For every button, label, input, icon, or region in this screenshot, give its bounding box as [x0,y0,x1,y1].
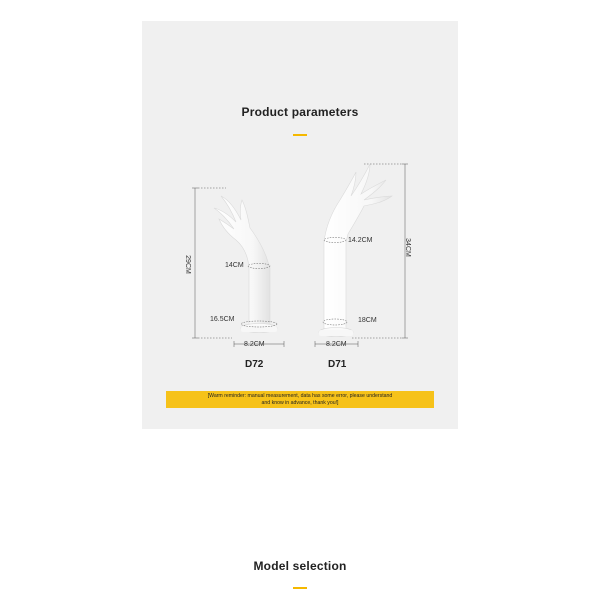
d72-model-label: D72 [245,359,264,370]
d71-base-circumference-label: 18CM [358,317,377,324]
d71-model-label: D71 [328,359,347,370]
d71-hand-stand-image [319,164,392,337]
d72-base-diameter-label: 8.2CM [244,341,265,348]
warm-reminder-line-1: [Warm reminder: manual measurement, data has some error, please understand [207,393,393,399]
d72-wrist-label: 14CM [225,262,244,269]
title-accent-bar-2 [293,587,307,589]
d72-height-label: 29CM [183,255,191,274]
section-title-model-selection: Model selection [253,559,347,573]
d72-base-circumference-label: 16.5CM [210,316,235,323]
d71-height-label: 34CM [403,238,411,257]
section-title-product-parameters: Product parameters [241,105,359,119]
d71-wrist-label: 14.2CM [348,237,373,244]
warm-reminder-banner [166,391,434,408]
warm-reminder-line-2: and know in advance, thank you!] [261,399,339,406]
d71-base-diameter-label: 8.2CM [326,341,347,348]
